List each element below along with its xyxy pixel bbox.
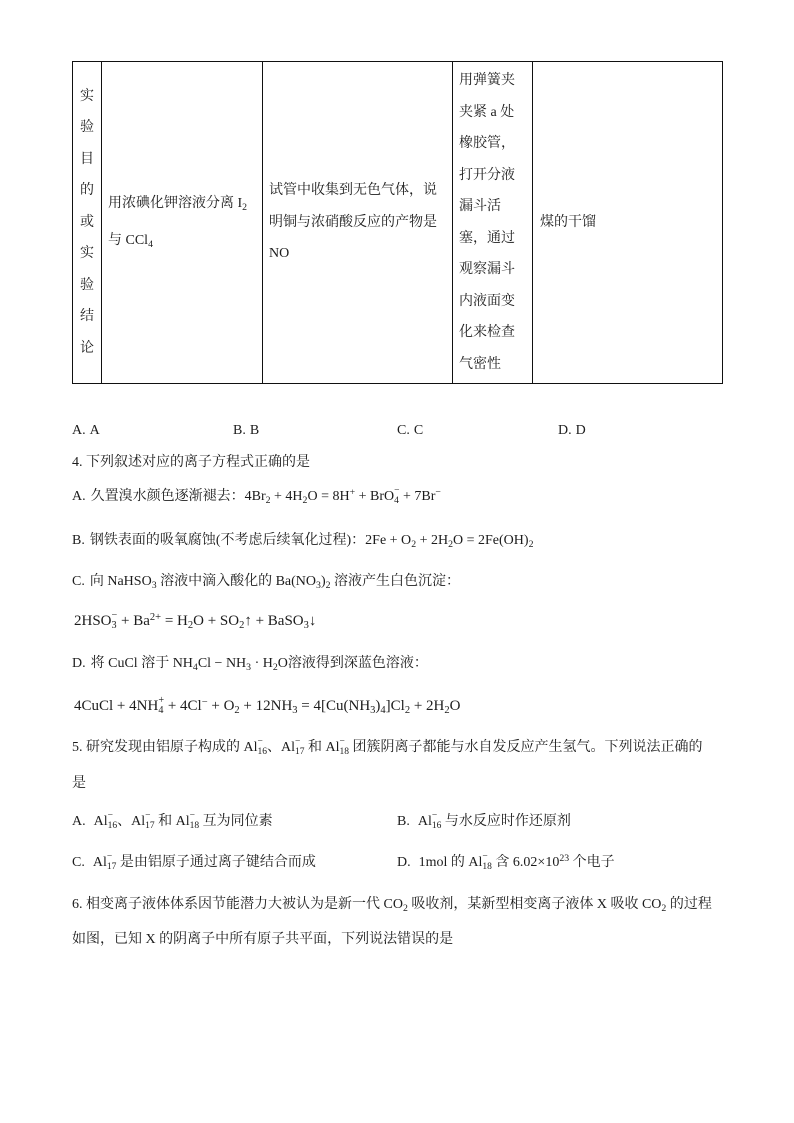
text-run: Cl − NH [197,656,247,671]
q3-option-d[interactable] [558,419,586,443]
superscript: − [435,487,441,499]
text-run: + 12NH [239,698,293,714]
text-run: 4CuCl + 4NH [74,698,159,714]
superscript: − [189,811,196,822]
text-run: 将 CuCl 溶于 NH [90,656,193,671]
row-header-cell [73,62,102,384]
option-text: A [89,423,100,438]
superscript: − [107,811,113,822]
superscript: − [257,737,263,748]
text-run: 的过程 [666,897,712,912]
option-text [418,852,615,872]
option-label: D. [558,423,572,438]
text-run: ↓ [308,613,317,629]
text-run: + 2H [416,533,449,548]
q5-option-d[interactable] [397,851,615,875]
sub-superscript [432,812,442,831]
q4-option-c-equation [74,609,316,633]
table-cell-d [533,62,723,384]
text-run: 、Al [117,814,146,829]
subscript: 17 [106,862,117,872]
text-run: 用浓碘化钾溶液分离 I [108,195,243,211]
option-text [90,486,441,507]
text-run: 和 Al [304,740,340,755]
option-text: C [413,423,424,438]
text-run: 与水反应时作还原剂 [441,814,571,829]
superscript: − [431,811,438,822]
subscript: 2 [528,539,534,551]
q4-stem: 4. 下列叙述对应的离子方程式正确的是 [72,455,310,470]
subscript: 4 [148,238,153,250]
subscript: 2 [187,620,194,632]
text-run: 1mol 的 Al [418,855,483,870]
subscript: 2 [402,903,408,915]
text-run: Al [93,814,108,829]
text-run: + BrO [355,489,395,504]
text-run: 、Al [267,740,296,755]
superscript: + [349,487,356,499]
cell-line: 夹紧 a 处 [459,104,515,120]
superscript: − [201,696,208,708]
subscript: 2 [448,539,454,551]
sub-superscript [340,738,350,757]
subscript: 2 [404,705,411,717]
text-run: + 4H [270,489,303,504]
subscript: 3 [292,705,298,717]
subscript: 4 [394,496,399,506]
subscript: 4 [380,705,386,717]
text-run: + Ba [117,613,150,629]
option-label: C. [72,574,85,589]
text-run: 互为同位素 [199,814,273,829]
experiment-table [72,61,723,384]
text-run: 含 6.02×10 [491,855,560,870]
option-label: B. [397,814,410,829]
table-cell-c [453,62,533,384]
cell-line: 煤的干馏 [540,214,596,230]
subscript: 4 [158,705,164,716]
text-run: O [449,698,461,714]
text-run: 溶液中滴入酸化的 Ba(NO [156,574,317,589]
subscript: 16 [257,747,268,757]
text-run: ]Cl [385,698,405,714]
q3-option-c[interactable] [397,419,423,443]
text-run: · H [251,656,273,671]
subscript: 2 [325,580,331,592]
text-run: 团簇阴离子都能与水自发反应产生氢气。下列说法正确的 [349,740,703,755]
q5-option-b[interactable] [397,810,571,834]
q4-option-a[interactable] [72,485,441,509]
text-run: 如图，已知 X 的阴离子中所有原子共平面，下列说法错误的是 [72,932,454,947]
subscript: 3 [303,620,309,632]
table-row [73,62,723,384]
subscript: 16 [107,821,118,831]
sub-superscript [190,812,200,831]
text-run: ↑ + BaSO [244,613,304,629]
q5-option-c[interactable] [72,851,316,875]
text-run: 2HSO [74,613,112,629]
subscript: 17 [295,747,305,757]
cell-line: 化来检查 [459,325,515,340]
option-label: A. [72,423,86,438]
subscript: 18 [339,747,350,757]
text-run: 与 CCl [108,232,149,248]
text-run: 是由铝原子通过离子键结合而成 [116,855,316,870]
superscript: − [394,486,400,497]
option-text: D [575,423,586,438]
option-label: B. [72,533,85,548]
text-run: 溶液产生白色沉淀： [330,574,461,589]
option-text [89,533,534,551]
option-text [417,811,571,831]
superscript: − [111,609,118,621]
q4-option-b[interactable] [72,529,533,553]
superscript: 2+ [149,611,162,623]
sub-superscript [258,738,268,757]
subscript: 2 [661,903,667,915]
q4-option-d[interactable] [72,652,428,676]
text-run: + 2H [410,698,445,714]
q5-option-a[interactable] [72,810,273,834]
table-cell-b [263,62,453,384]
subscript: 2 [411,539,417,551]
row-header: 实验目的或实验结论 [80,88,94,356]
text-run: O = 2Fe(OH) [453,533,529,548]
text-run: = H [161,613,188,629]
subscript: 2 [234,705,240,717]
text-run: 向 NaHSO [89,574,152,589]
subscript: 2 [242,201,248,213]
subscript: 4 [192,662,198,674]
text-run: ) [320,574,326,589]
option-text: B [249,423,260,438]
option-text [90,656,428,674]
text-run: Al [92,855,107,870]
text-run: Al [417,814,432,829]
subscript: 3 [246,662,252,674]
text-run: 钢铁表面的吸氧腐蚀(不考虑后续氧化过程)：2Fe + O [89,533,412,548]
option-label: C. [72,855,85,870]
option-text [92,852,316,872]
text-run: + 7Br [399,489,436,504]
q4-option-d-equation [74,694,460,718]
subscript: 3 [111,620,117,631]
superscript: − [145,811,151,822]
subscript: 2 [272,662,278,674]
q6-stem-line [72,928,453,952]
superscript: − [106,852,113,863]
q4-option-c[interactable] [72,570,460,594]
option-label: D. [72,656,86,671]
text-run: = 4[Cu(NH [297,698,371,714]
q6-stem-line [72,893,712,917]
text-run: 个电子 [569,855,615,870]
q5-stem-line [72,772,86,796]
subscript: 18 [482,862,492,872]
subscript: 3 [151,580,157,592]
sub-superscript [482,853,492,872]
superscript: − [482,852,488,863]
option-label: A. [72,814,86,829]
subscript: 3 [316,580,321,592]
subscript: 2 [302,495,308,507]
text-run: 6. 相变离子液体体系因节能潜力大被认为是新一代 CO [72,897,403,912]
option-text [89,574,461,592]
cell-line: 漏斗活 [459,199,501,214]
subscript: 18 [189,821,200,831]
option-label: A. [72,489,86,504]
text-run: 吸收剂，某新型相变离子液体 X 吸收 CO [407,897,662,912]
text-run: + O [207,698,235,714]
cell-line: 观察漏斗 [459,262,515,277]
subscript: 3 [370,705,376,717]
subscript: 2 [265,495,271,507]
superscript: − [339,737,345,748]
sub-superscript [107,853,117,872]
q3-option-a[interactable] [72,419,100,443]
cell-line: 气密性 [459,356,501,372]
table-cell-a [102,62,263,384]
text-run: + 4Cl [164,698,202,714]
cell-line: NO [269,246,290,262]
text-run: 和 Al [154,814,190,829]
option-label: D. [397,855,411,870]
subscript: 2 [444,705,450,717]
cell-line [108,186,256,223]
cell-line: 打开分液 [459,167,515,183]
subscript: 2 [239,620,245,632]
cell-line [108,223,256,260]
text-run: ) [375,698,381,714]
cell-line: 橡胶管， [459,136,515,151]
text-run: O + SO [193,613,240,629]
subscript: 17 [145,821,155,831]
cell-line: 试管中收集到无色气体，说 [269,183,437,199]
superscript: 23 [559,853,570,865]
option-label: B. [233,423,246,438]
sub-superscript [108,812,118,831]
q5-stem-line [72,736,703,760]
text-run: 5. 研究发现由铝原子构成的 Al [72,740,258,755]
text-run: 久置溴水颜色逐渐褪去：4Br [90,489,266,504]
sub-superscript [295,738,305,757]
cell-line: 内液面变 [459,293,515,309]
superscript: − [295,737,301,748]
cell-line: 用弹簧夹 [459,73,515,88]
option-text [93,811,273,831]
q3-option-b[interactable] [233,419,259,443]
text-run: O溶液得到深蓝色溶液： [277,656,428,671]
subscript: 16 [431,821,442,831]
text-run: O = 8H [307,489,350,504]
cell-line: 塞，通过 [459,230,515,246]
sub-superscript [145,812,155,831]
cell-line: 明铜与浓硝酸反应的产物是 [269,214,437,230]
text-run: 是 [72,776,86,791]
option-label: C. [397,423,410,438]
superscript: + [158,694,165,706]
